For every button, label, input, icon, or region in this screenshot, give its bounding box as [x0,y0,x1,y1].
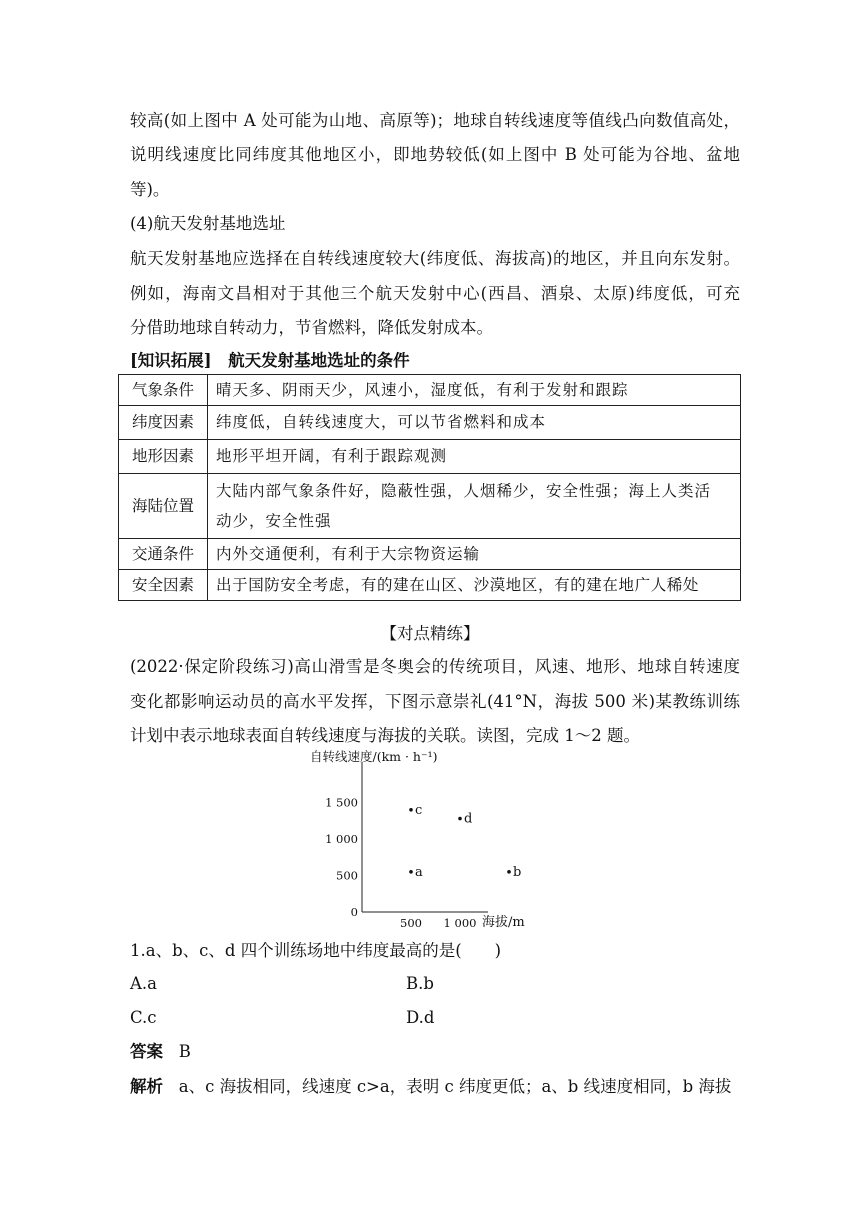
x-axis-label: 海拔/m [482,915,525,930]
data-point-c [409,808,413,812]
speed-altitude-chart [310,748,550,938]
row-label: 交通条件 [119,539,208,570]
row-text-line: 大陆内部气象条件好，隐蔽性强，人烟稀少，安全性强；海上人类活 [216,482,712,500]
option-c[interactable]: C.c [130,1008,157,1027]
data-point-a [409,870,413,874]
table-row [119,539,741,570]
expansion-title: [知识拓展] 航天发射基地选址的条件 [130,351,410,370]
row-label: 地形因素 [119,440,208,474]
option-b[interactable]: B.b [406,974,434,993]
y-tick-label: 1 500 [325,795,358,810]
row-label: 气象条件 [119,375,208,406]
row-text: 出于国防安全考虑，有的建在山区、沙漠地区，有的建在地广人稀处 [208,570,741,601]
row-label: 海陆位置 [119,474,208,539]
table-row [119,406,741,440]
data-point-b [507,870,511,874]
section-heading: (4)航天发射基地选址 [130,214,286,233]
point-label-a: a [415,864,423,880]
question-stem: 1.a、b、c、d 四个训练场地中纬度最高的是( ) [130,941,502,960]
point-label-c: c [415,802,423,818]
practice-intro-line: 变化都影响运动员的高水平发挥，下图示意崇礼(41°N，海拔 500 米)某教练训练 [130,692,740,711]
analysis-text: a、c 海拔相同，线速度 c>a，表明 c 纬度更低；a、b 线速度相同，b 海拔 [178,1077,732,1096]
paragraph-line: 较高(如上图中 A 处可能为山地、高原等)；地球自转线速度等值线凸向数值高处， [130,111,740,130]
practice-heading: 【对点精练】 [380,624,480,643]
analysis-label: 解析 [130,1077,163,1096]
data-point-d [458,817,462,821]
answer-line [130,1042,740,1062]
row-text: 地形平坦开阔，有利于跟踪观测 [208,440,741,474]
y-axis-label: 自转线速度/(km · h⁻¹) [310,749,438,764]
launch-site-conditions-table [118,374,741,601]
table-row [119,474,741,539]
paragraph-line: 例如，海南文昌相对于其他三个航天发射中心(西昌、酒泉、太原)纬度低，可充 [130,284,740,303]
point-label-d: d [464,811,473,827]
practice-intro-line: (2022·保定阶段练习)高山滑雪是冬奥会的传统项目，风速、地形、地球自转速度 [130,657,740,676]
practice-intro-line: 计划中表示地球表面自转线速度与海拔的关联。读图，完成 1～2 题。 [130,726,640,745]
paragraph-line: 等)。 [130,180,170,199]
option-a[interactable]: A.a [130,974,157,993]
answer-value: B [178,1042,191,1061]
paragraph-line: 分借助地球自转动力，节省燃料，降低发射成本。 [130,318,493,337]
point-label-b: b [513,864,522,880]
y-tick-label: 1 000 [325,832,358,846]
row-text: 纬度低，自转线速度大，可以节省燃料和成本 [208,406,741,440]
y-tick-label: 500 [336,868,358,883]
row-text [208,474,741,539]
row-text: 晴天多、阴雨天少，风速小，湿度低，有利于发射和跟踪 [208,375,741,406]
table-row [119,440,741,474]
y-tick-label: 0 [350,905,358,919]
row-label: 纬度因素 [119,406,208,440]
option-d[interactable]: D.d [406,1008,435,1027]
row-text: 内外交通便利，有利于大宗物资运输 [208,539,741,570]
analysis-line [130,1077,740,1097]
paragraph-line: 说明线速度比同纬度其他地区小，即地势较低(如上图中 B 处可能为谷地、盆地 [130,145,740,164]
x-tick-label: 1 000 [443,916,477,930]
paragraph-line: 航天发射基地应选择在自转线速度较大(纬度低、海拔高)的地区，并且向东发射。 [130,249,740,268]
answer-label: 答案 [130,1042,163,1061]
x-tick-label: 500 [400,916,422,930]
row-text-line: 动少，安全性强 [216,512,332,530]
table-row [119,570,741,601]
table-row [119,375,741,406]
row-label: 安全因素 [119,570,208,601]
